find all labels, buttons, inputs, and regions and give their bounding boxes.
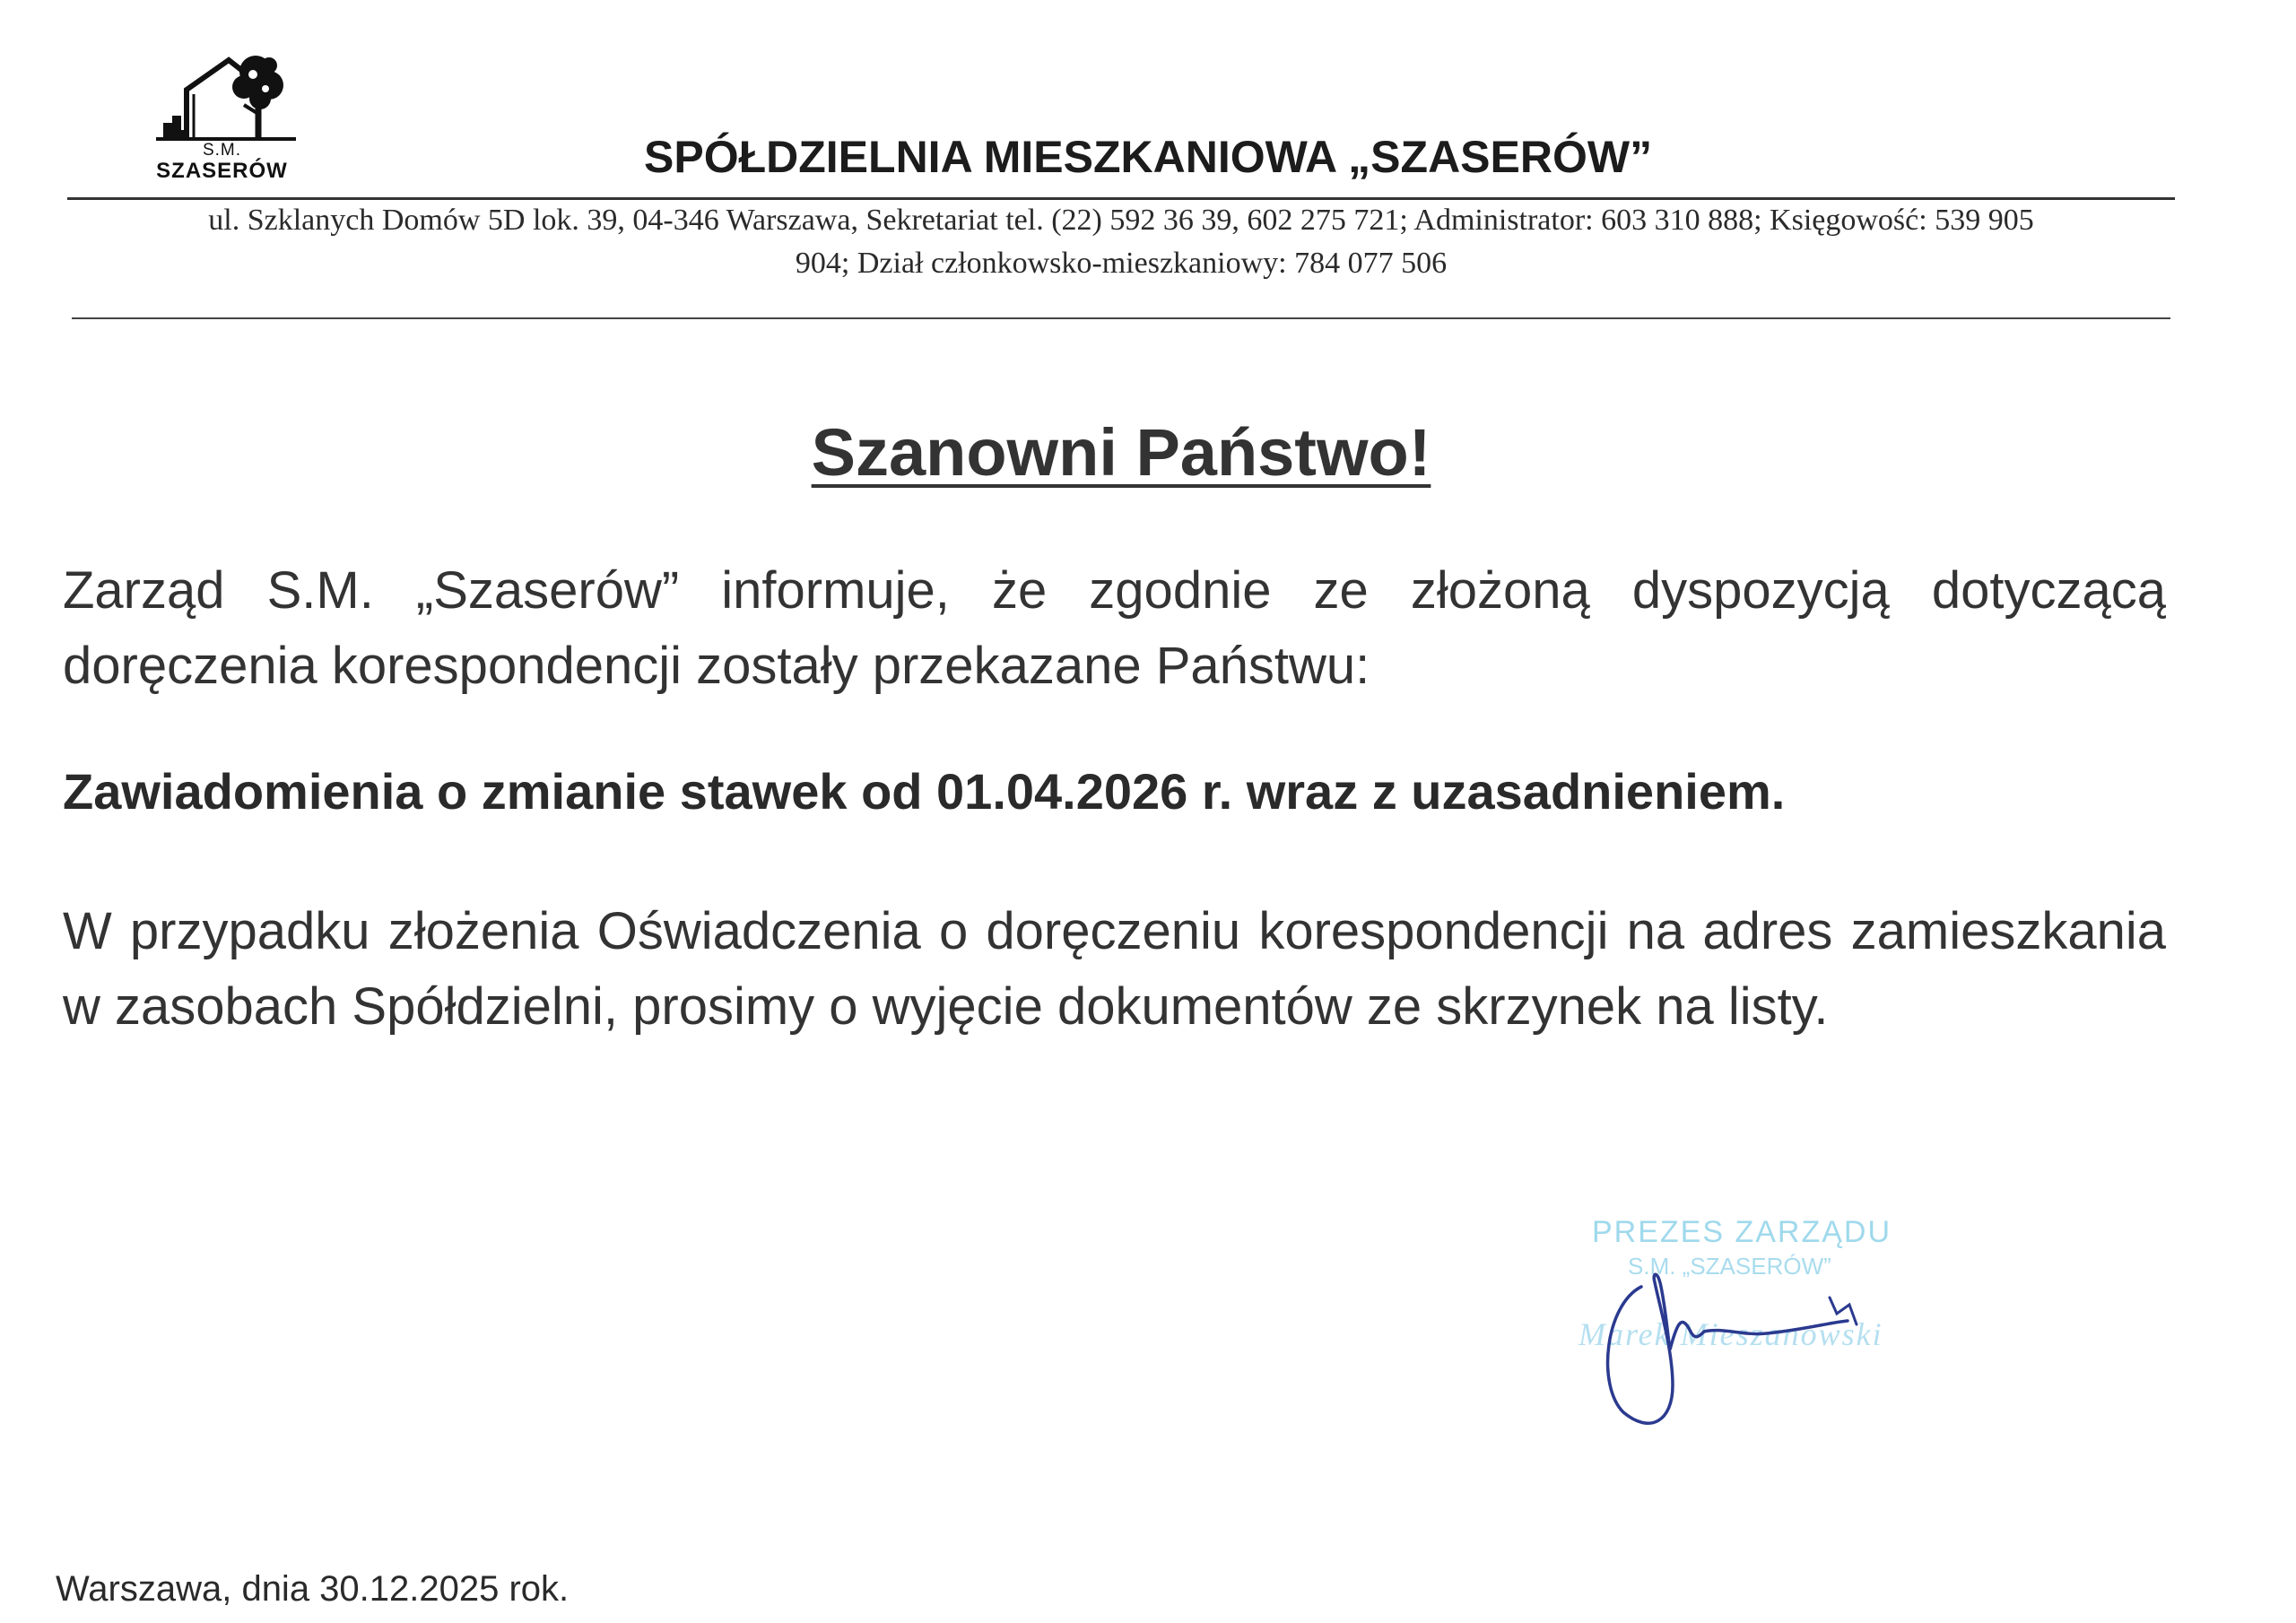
address-divider <box>72 317 2170 319</box>
logo-name: SZASERÓW <box>156 159 288 183</box>
greeting-heading: Szanowni Państwo! <box>811 415 1431 490</box>
address-line-1: ul. Szklanych Domów 5D lok. 39, 04-346 Warszawa, Sekretariat tel. (22) 592 36 39, 602 275 721; Administrator: 603 310 888; Księgowość: 539 905 <box>208 204 2034 237</box>
house-tree-icon <box>144 49 300 148</box>
notice-highlight: Zawiadomienia o zmianie stawek od 01.04.2026 r. wraz z uzasadnieniem. <box>63 763 1786 820</box>
stamp-subtitle: S.M. „SZASERÓW” <box>1628 1253 1831 1280</box>
date-line: Warszawa, dnia 30.12.2025 rok. <box>56 1569 570 1609</box>
logo-prefix: S.M. <box>202 141 242 160</box>
intro-paragraph: Zarząd S.M. „Szaserów” informuje, że zgodnie ze złożoną dyspozycją dotyczącą doręczenia korespondencji zostały przekazane Państwu: <box>63 561 2166 695</box>
contact-address <box>67 199 2175 285</box>
organization-name: SPÓŁDZIELNIA MIESZKANIOWA „SZASERÓW” <box>644 132 1653 182</box>
stamp-person: Marek Mieszanowski <box>1578 1316 1883 1352</box>
handwritten-signature <box>1587 1251 1910 1448</box>
cooperative-logo <box>144 49 300 184</box>
stamp-title: PREZES ZARZĄDU <box>1592 1215 1892 1249</box>
instruction-paragraph: W przypadku złożenia Oświadczenia o doręczeniu korespondencji na adres zamieszkania w zasobach Spółdzielni, prosimy o wyjęcie dokumentów ze skrzynek na listy. <box>63 902 2166 1036</box>
address-line-2: 904; Dział członkowsko-mieszkaniowy: 784 077 506 <box>795 247 1448 280</box>
